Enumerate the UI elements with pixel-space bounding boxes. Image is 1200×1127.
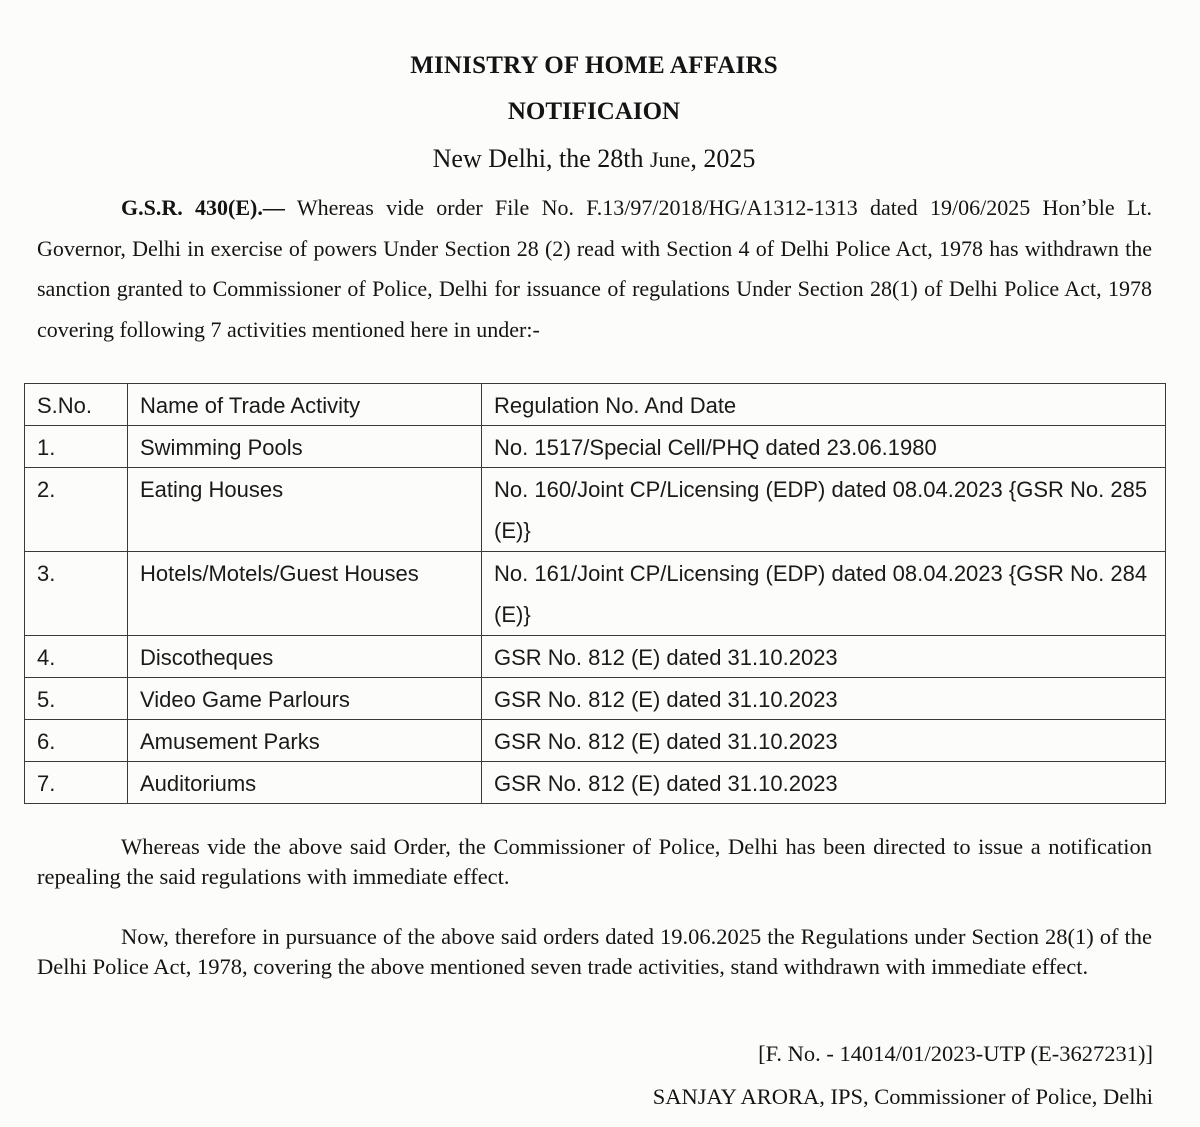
withdrawal-paragraph: Now, therefore in pursuance of the above said orders dated 19.06.2025 the Regulations under Section 28(1) of the Delhi Police Act, 1978, covering the above mentioned seven trade activities, stand withdrawn with immediate effect.: [37, 924, 1152, 979]
row-regulation: GSR No. 812 (E) dated 31.10.2023: [482, 636, 1166, 678]
table-row: [25, 468, 1166, 552]
dateline-main: New Delhi, the 28th: [432, 144, 650, 173]
row-regulation: No. 160/Joint CP/Licensing (EDP) dated 08.04.2023 {GSR No. 285 (E)}: [482, 468, 1166, 552]
row-sno: 4.: [25, 636, 128, 678]
row-regulation: GSR No. 812 (E) dated 31.10.2023: [482, 720, 1166, 762]
dateline: [0, 144, 1188, 174]
row-trade-activity: Auditoriums: [128, 762, 482, 804]
header-regulation: Regulation No. And Date: [482, 384, 1166, 426]
row-trade-activity: Discotheques: [128, 636, 482, 678]
dateline-month: June: [650, 147, 691, 172]
table-row: [25, 426, 1166, 468]
row-regulation: No. 1517/Special Cell/PHQ dated 23.06.1980: [482, 426, 1166, 468]
row-regulation: GSR No. 812 (E) dated 31.10.2023: [482, 678, 1166, 720]
row-trade-activity: Video Game Parlours: [128, 678, 482, 720]
table-row: [25, 552, 1166, 636]
trade-activities-table: [24, 383, 1166, 804]
row-sno: 5.: [25, 678, 128, 720]
file-number: [F. No. - 14014/01/2023-UTP (E-3627231)]: [758, 1041, 1153, 1066]
intro-paragraph: [37, 188, 1152, 350]
table-row: [25, 636, 1166, 678]
row-trade-activity: Amusement Parks: [128, 720, 482, 762]
cropped-text-fragment: [960, 0, 1080, 4]
dateline-year: , 2025: [690, 144, 756, 173]
table-header-row: [25, 384, 1166, 426]
row-trade-activity: Swimming Pools: [128, 426, 482, 468]
intro-text: Whereas vide order File No. F.13/97/2018/HG/A1312-1313 dated 19/06/2025 Hon’ble Lt. Governor, Delhi in exercise of powers Under Section 28 (2) read with Section 4 of Delhi Police Act, 1978 has withdrawn the sanction granted to Commissioner of Police, Delhi for issuance of regulations Under Section 28(1) of Delhi Police Act, 1978 covering following 7 activities mentioned here in under:-: [37, 195, 1153, 342]
row-trade-activity: Eating Houses: [128, 468, 482, 552]
gsr-reference: G.S.R. 430(E).—: [121, 195, 285, 220]
ministry-heading: MINISTRY OF HOME AFFAIRS: [410, 52, 778, 79]
header-sno: S.No.: [25, 384, 128, 426]
order-paragraph: Whereas vide the above said Order, the Commissioner of Police, Delhi has been directed to issue a notification repealing the said regulations with immediate effect.: [37, 834, 1152, 889]
row-trade-activity: Hotels/Motels/Guest Houses: [128, 552, 482, 636]
row-sno: 3.: [25, 552, 128, 636]
row-sno: 6.: [25, 720, 128, 762]
row-regulation: GSR No. 812 (E) dated 31.10.2023: [482, 762, 1166, 804]
table-row: [25, 762, 1166, 804]
row-sno: 1.: [25, 426, 128, 468]
notification-title: NOTIFICAION: [507, 98, 681, 125]
table-row: [25, 678, 1166, 720]
signatory: SANJAY ARORA, IPS, Commissioner of Police, Delhi: [652, 1084, 1153, 1109]
table-row: [25, 720, 1166, 762]
header-trade-activity: Name of Trade Activity: [128, 384, 482, 426]
row-sno: 7.: [25, 762, 128, 804]
row-regulation: No. 161/Joint CP/Licensing (EDP) dated 08.04.2023 {GSR No. 284 (E)}: [482, 552, 1166, 636]
row-sno: 2.: [25, 468, 128, 552]
